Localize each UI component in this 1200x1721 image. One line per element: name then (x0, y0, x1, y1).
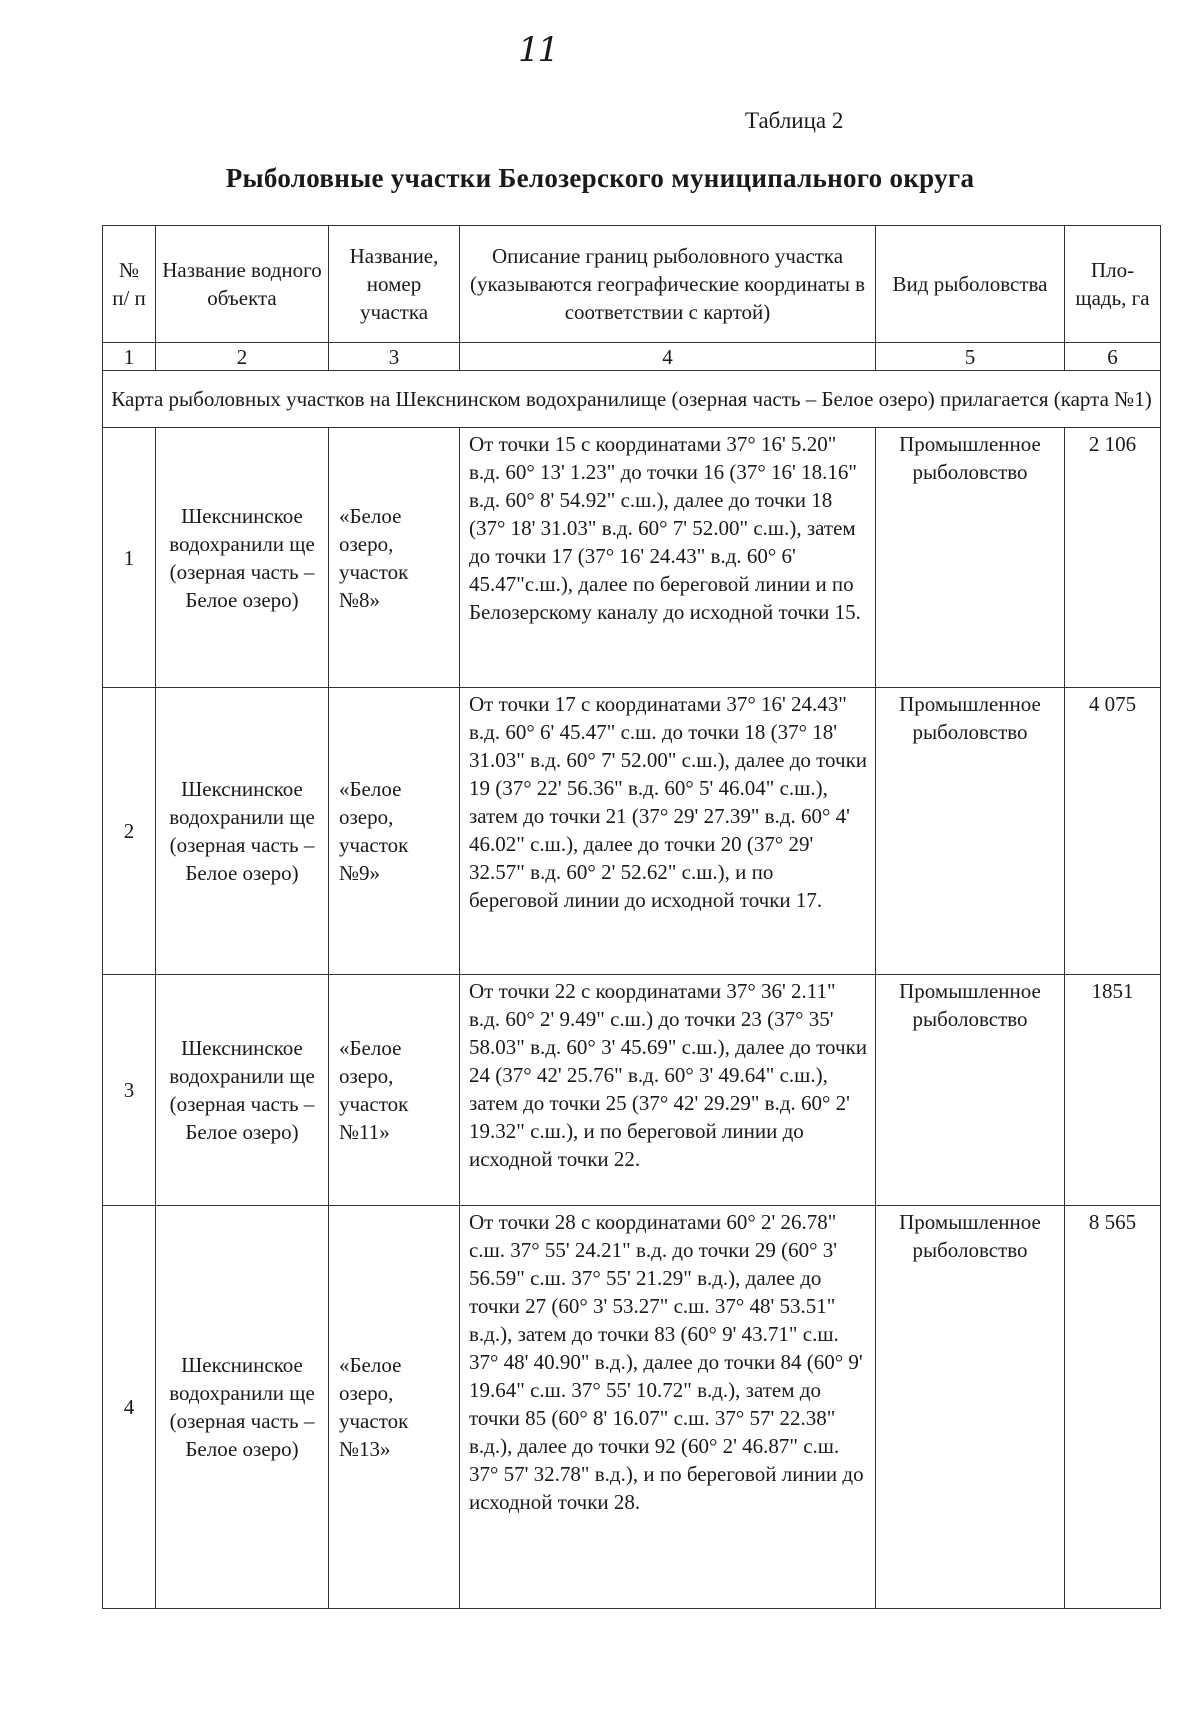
column-number: 4 (460, 343, 876, 371)
plot-name: «Белое озеро, участок №11» (329, 975, 460, 1206)
water-body-name: Шекснинское водохранили ще (озерная часть – Белое озеро) (156, 428, 329, 688)
fishing-plots-table (102, 225, 1161, 1609)
document-title: Рыболовные участки Белозерского муниципального округа (225, 163, 975, 193)
fishing-type: Промышленное рыболовство (876, 975, 1065, 1206)
row-number: 1 (103, 428, 156, 688)
area-value: 8 565 (1065, 1206, 1161, 1609)
column-number: 5 (876, 343, 1065, 371)
plot-name: «Белое озеро, участок №8» (329, 428, 460, 688)
header-water-body: Название водного объекта (156, 226, 329, 343)
header-num: № п/ п (103, 226, 156, 343)
map-note: Карта рыболовных участков на Шекснинском водохранилище (озерная часть – Белое озеро) прилагается (карта №1) (103, 371, 1161, 428)
boundary-description: От точки 15 с координатами 37° 16' 5.20" в.д. 60° 13' 1.23" до точки 16 (37° 16' 18.16" в.д. 60° 8' 54.92" с.ш.), далее до точки 18 (37° 18' 31.03" в.д. 60° 7' 52.00" с.ш.), затем до точки 17 (37° 16' 24.43" в.д. 60° 6' 45.47"с.ш.), далее по береговой линии и по Белозерскому каналу до исходной точки 15. (460, 428, 876, 688)
map-note-row (103, 371, 1161, 428)
boundary-description: От точки 17 с координатами 37° 16' 24.43" в.д. 60° 6' 45.47" с.ш. до точки 18 (37° 18' 31.03" в.д. 60° 7' 52.00" с.ш.), далее до точки 19 (37° 22' 56.36" в.д. 60° 5' 46.04" с.ш.), затем до точки 21 (37° 29' 27.39" в.д. 60° 4' 46.02" с.ш.), далее до точки 20 (37° 29' 32.57" в.д. 60° 2' 52.62" с.ш.), и по береговой линии до исходной точки 17. (460, 688, 876, 975)
boundary-description: От точки 22 с координатами 37° 36' 2.11" в.д. 60° 2' 9.49" с.ш.) до точки 23 (37° 35' 58.03" в.д. 60° 3' 45.69" с.ш.), далее до точки 24 (37° 42' 25.76" в.д. 60° 3' 49.64" с.ш.), затем до точки 25 (37° 42' 29.29" в.д. 60° 2' 19.32" с.ш.), и по береговой линии до исходной точки 22. (460, 975, 876, 1206)
header-plot: Название, номер участка (329, 226, 460, 343)
fishing-type: Промышленное рыболовство (876, 428, 1065, 688)
boundary-description: От точки 28 с координатами 60° 2' 26.78" с.ш. 37° 55' 24.21" в.д. до точки 29 (60° 3' 56.59" с.ш. 37° 55' 21.29" в.д.), далее до точки 27 (60° 3' 53.27" с.ш. 37° 48' 53.51" в.д.), затем до точки 83 (60° 9' 43.71" с.ш. 37° 48' 40.90" в.д.), далее до точки 84 (60° 9' 19.64" с.ш. 37° 55' 10.72" в.д.), затем до точки 85 (60° 8' 16.07" с.ш. 37° 57' 22.38" в.д.), далее до точки 92 (60° 2' 46.87" с.ш. 37° 57' 32.78" в.д.), и по береговой линии до исходной точки 28. (460, 1206, 876, 1609)
column-number: 1 (103, 343, 156, 371)
table-label: Таблица 2 (745, 108, 844, 133)
area-value: 2 106 (1065, 428, 1161, 688)
row-number: 2 (103, 688, 156, 975)
table-row (103, 975, 1161, 1206)
row-number: 4 (103, 1206, 156, 1609)
table-row (103, 688, 1161, 975)
area-value: 4 075 (1065, 688, 1161, 975)
water-body-name: Шекснинское водохранили ще (озерная часть – Белое озеро) (156, 1206, 329, 1609)
page-number: 11 (518, 30, 558, 70)
column-number: 6 (1065, 343, 1161, 371)
header-description: Описание границ рыболовного участка (указываются географические координаты в соответствии с картой) (460, 226, 876, 343)
water-body-name: Шекснинское водохранили ще (озерная часть – Белое озеро) (156, 975, 329, 1206)
column-number-row (103, 343, 1161, 371)
row-number: 3 (103, 975, 156, 1206)
table-header-row (103, 226, 1161, 343)
header-area: Пло- щадь, га (1065, 226, 1161, 343)
column-number: 3 (329, 343, 460, 371)
fishing-type: Промышленное рыболовство (876, 1206, 1065, 1609)
column-number: 2 (156, 343, 329, 371)
water-body-name: Шекснинское водохранили ще (озерная часть – Белое озеро) (156, 688, 329, 975)
plot-name: «Белое озеро, участок №9» (329, 688, 460, 975)
fishing-type: Промышленное рыболовство (876, 688, 1065, 975)
area-value: 1851 (1065, 975, 1161, 1206)
table-row (103, 428, 1161, 688)
header-fishing-type: Вид рыболовства (876, 226, 1065, 343)
plot-name: «Белое озеро, участок №13» (329, 1206, 460, 1609)
table-row (103, 1206, 1161, 1609)
